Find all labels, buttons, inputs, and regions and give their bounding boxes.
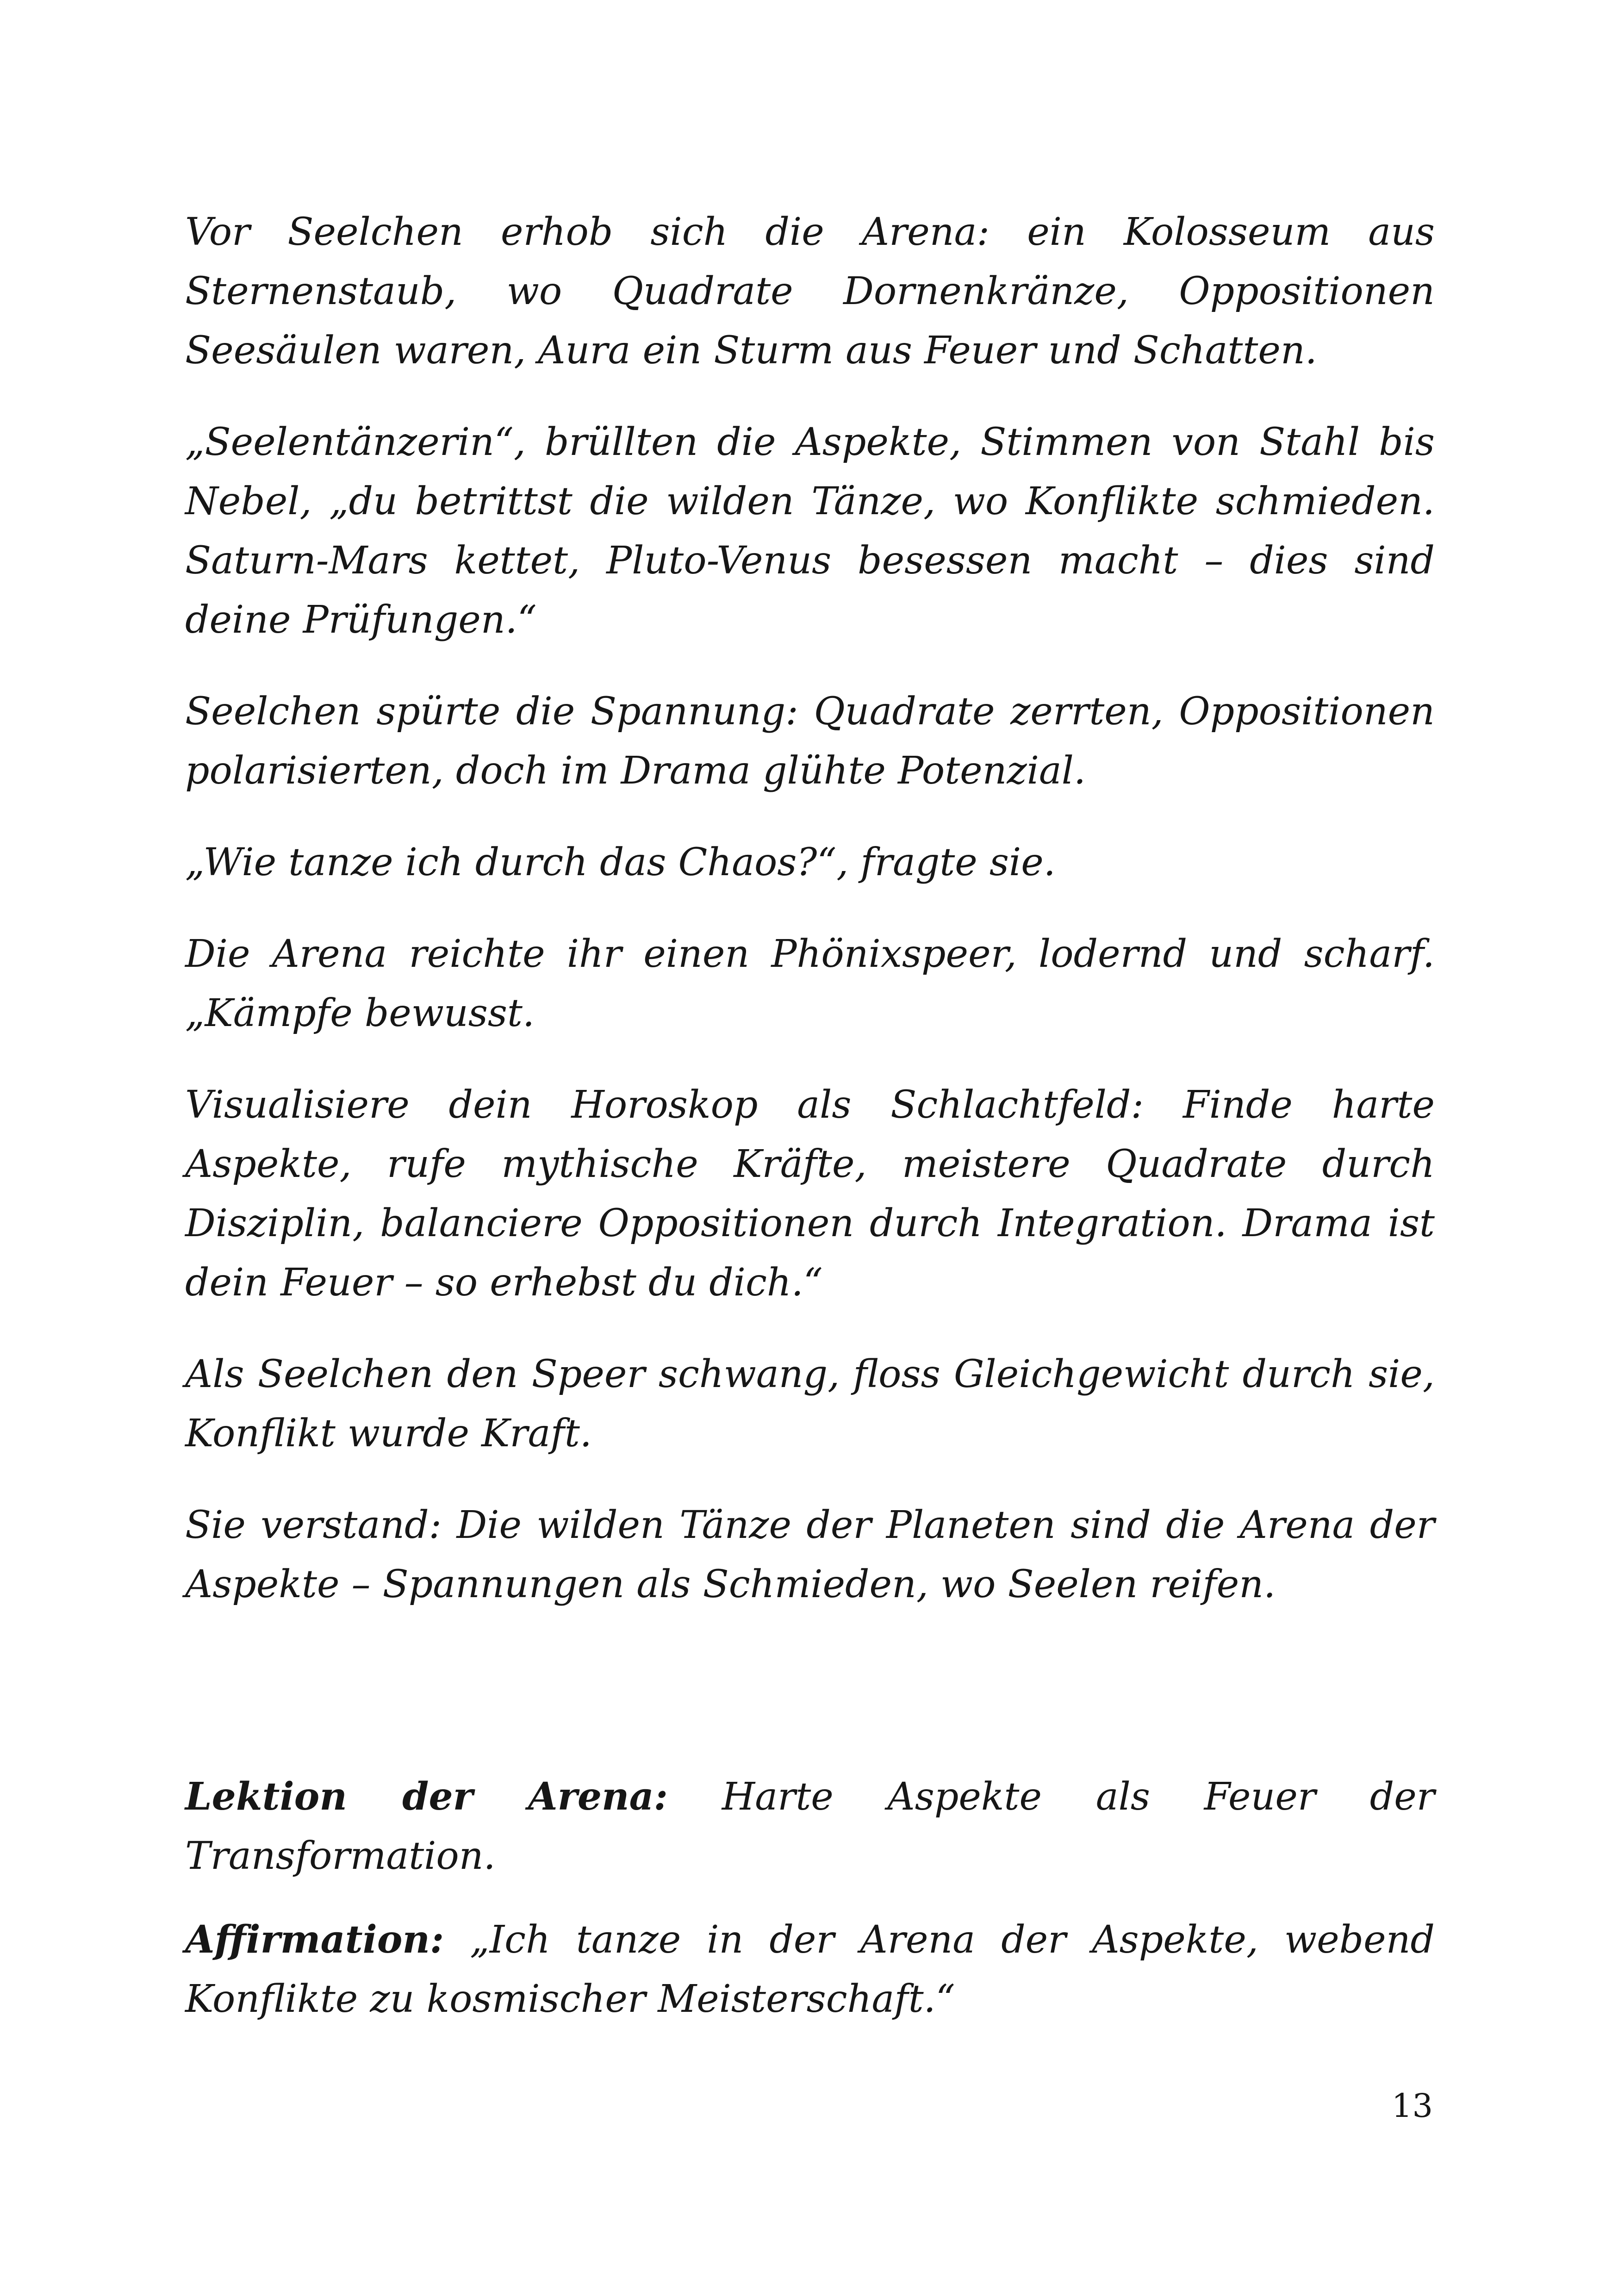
affirmation-line [185,1910,1435,2029]
paragraph-phoenix-spear: Die Arena reichte ihr einen Phönixspeer, lodernd und scharf. „Kämpfe bewusst. [185,932,1435,1035]
affirmation-label: Affirmation: [185,1917,444,1962]
lesson-text: Harte Aspekte als Feuer der Transformation. [185,1775,1435,1878]
lesson-label: Lektion der Arena: [185,1774,668,1819]
paragraph-understanding: Sie verstand: Die wilden Tänze der Planeten sind die Arena der Aspekte – Spannungen als Schmieden, wo Seelen reifen. [185,1503,1435,1606]
affirmation-text: „Ich tanze in der Arena der Aspekte, webend Konflikte zu kosmischer Meisterschaft.“ [185,1918,1435,2021]
paragraph-aspects-speech: „Seelentänzerin“, brüllten die Aspekte, Stimmen von Stahl bis Nebel, „du betrittst die wilden Tänze, wo Konflikte schmieden. Saturn-Mars kettet, Pluto-Venus besessen macht – dies sind deine Prüfungen.“ [185,420,1435,642]
paragraph-arena-intro: Vor Seelchen erhob sich die Arena: ein Kolosseum aus Sternenstaub, wo Quadrate Dornenkränze, Oppositionen Seesäulen waren, Aura ein Sturm aus Feuer und Schatten. [185,210,1435,373]
lesson-section [185,1767,1435,2029]
paragraph-balance: Als Seelchen den Speer schwang, floss Gleichgewicht durch sie, Konflikt wurde Kraft. [185,1352,1435,1456]
paragraph-tension: Seelchen spürte die Spannung: Quadrate zerrten, Oppositionen polarisierten, doch im Drama glühte Potenzial. [185,690,1435,793]
page-number: 13 [1391,2087,1433,2125]
paragraph-question: „Wie tanze ich durch das Chaos?“, fragte sie. [185,840,1056,884]
paragraph-visualize: Visualisiere dein Horoskop als Schlachtfeld: Finde harte Aspekte, rufe mythische Kräfte, meistere Quadrate durch Disziplin, balanciere Oppositionen durch Integration. Drama ist dein Feuer – so erhebst du dich.“ [185,1083,1435,1305]
lesson-line [185,1767,1435,1886]
text-block [185,203,1435,2053]
